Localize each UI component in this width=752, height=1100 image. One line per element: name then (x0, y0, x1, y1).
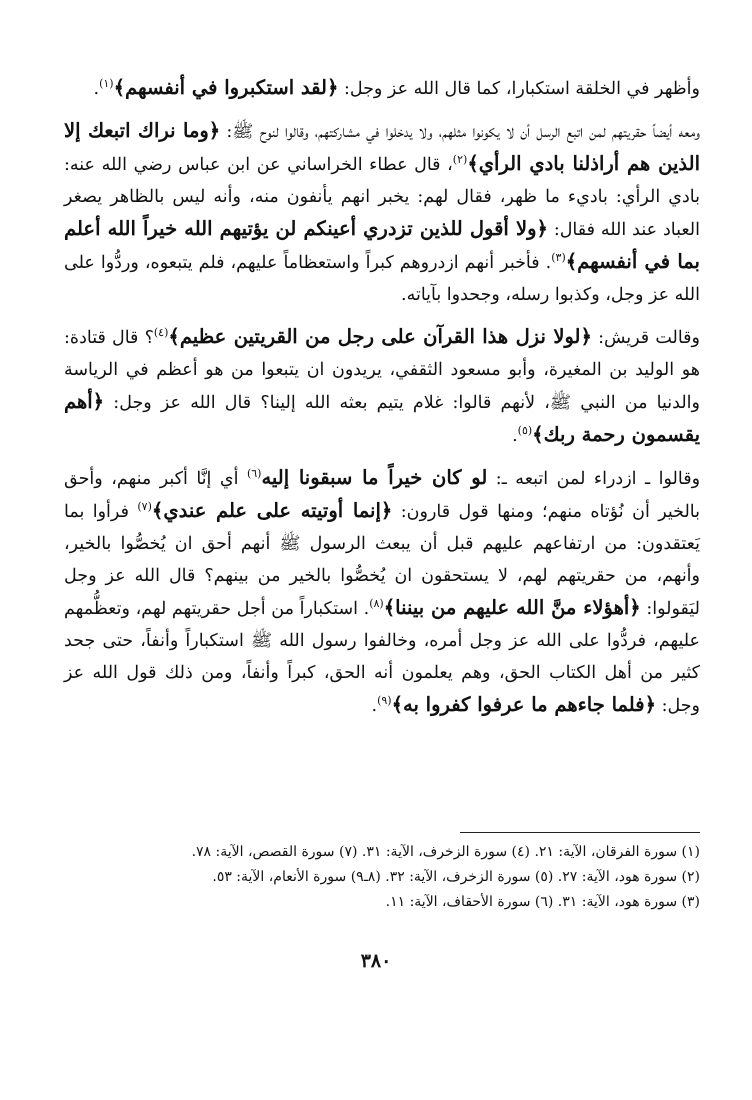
footnote-ref: (٩) (377, 694, 392, 708)
footnote-ref: (٥) (517, 424, 533, 438)
text-run: أي إنَّا أكبر منهم، وأحق بالخير أن نُؤتاه منهم؛ ومنها قول قارون: (64, 469, 700, 522)
footnote-ref: (٦) (246, 467, 262, 481)
text-run: . (512, 426, 518, 446)
footnote-ref: (٧) (137, 500, 152, 514)
text-run: . (371, 696, 378, 716)
page-number: ٣٨٠ (360, 950, 392, 972)
quran-quote: ﴿ولا أقول للذين تزدري أعينكم لن يؤتيهم الله خيراً الله أعلم بما في أنفسهم﴾ (64, 217, 700, 273)
quran-quote: ﴿إنما أوتيته على علم عندي﴾ (151, 499, 393, 522)
footnote-line: (٢) سورة هود، الآية: ٢٧. (٥) سورة الزخرف، الآية: ٣٢. (٨ـ٩) سورة الأنعام، الآية: ٥٣. (212, 869, 700, 885)
footnote-ref: (٣) (551, 251, 566, 265)
quran-quote: ﴿لقد استكبروا في أنفسهم﴾ (113, 76, 339, 99)
quran-quote: ﴿أهم يقسمون رحمة ربك﴾ (64, 390, 700, 446)
text-run: . (93, 79, 100, 99)
paragraph (64, 321, 700, 452)
paragraph (64, 72, 700, 105)
text-run: . فأخبر أنهم ازدروهم كبراً واستعظاماً عليهم، فلم يتبعوه، وردُّوا على الله عز وجل، وكذبوا رسله، وجحدوا بآياته. (64, 253, 700, 305)
quran-quote: ﴿أهؤلاء منَّ الله عليهم من بيننا﴾ (383, 596, 641, 619)
quran-quote: ﴿فلما جاءهم ما عرفوا كفروا به﴾ (391, 693, 657, 716)
text-run: ، قال عطاء الخراساني عن ابن عباس رضي الله عنه: بادي الرأي: باديء ما ظهر، فقال لهم: يخبر انهم يأنفون منه، وأنه ليس بالظاهر يصغر العباد عند الله فقال: (64, 155, 700, 240)
footnote-ref: (١) (99, 77, 114, 91)
main-text (64, 72, 700, 722)
text-run: ؟ قال قتادة: هو الوليد بن المغيرة، وأبو مسعود الثقفي، يريدون ان يتبعوا من هو أعظم في الرياسة والدنيا من النبي ﷺ، لأنهم قالوا: غلام يتيم بعثه الله إلينا؟ قال الله عز وجل: (64, 328, 700, 413)
quran-quote: ﴿لولا نزل هذا القرآن على رجل من القريتين عظيم﴾ (168, 325, 592, 348)
text-run: ومعه أيضاً حقريتهم لمن اتبع الرسل أن لا يكونوا مثلهم، ولا يدخلوا في مشاركتهم، وقالوا لنوح ﷺ: (220, 122, 700, 142)
text-run: وقالوا ـ ازدراء لمن اتبعه ـ: (487, 469, 701, 489)
footnote-ref: (٨) (369, 597, 384, 611)
footnote-line: (١) سورة الفرقان، الآية: ٢١. (٤) سورة الزخرف، الآية: ٣١. (٧) سورة القصص، الآية: ٧٨. (191, 844, 700, 860)
text-run: فرأوا بما يَعتقدون: من ارتفاعهم عليهم قبل أن يبعث الرسول ﷺ أنهم أحق ان يُخصُّوا بالخير، وأنهم، من حقريتهم لهم، لا يستحقون ان يُخصُّوا بالخير من بينهم؟ قال الله عز وجل ليَقولوا: (64, 502, 700, 619)
footnote-ref: (٤) (153, 326, 169, 340)
text-run: وقالت قريش: (591, 328, 700, 348)
footnote-line: (٣) سورة هود، الآية: ٣١. (٦) سورة الأحقاف، الآية: ١١. (385, 894, 700, 910)
footnote-ref: (٢) (452, 153, 468, 167)
text-run: وأظهر في الخلقة استكبارا، كما قال الله عز وجل: (338, 79, 700, 99)
page-body (64, 72, 700, 1072)
quran-quote: ﴿وما نراك اتبعك إلا الذين هم أراذلنا بادي الرأي﴾ (64, 119, 700, 175)
paragraph (64, 115, 700, 311)
paragraph (64, 462, 700, 722)
quran-quote: لو كان خيراً ما سبقونا إليه (261, 466, 488, 489)
text-run: . استكباراً من أجل حقريتهم لهم، وتعظُّمهم عليهم، فردُّوا على الله عز وجل أمره، وخالفوا رسول الله ﷺ استكباراً وأنفاً، حتى جحد كثير من أهل الكتاب الحق، وهم يعلمون أنه الحق، كبراً وأنفاً، ومن ذلك قول الله عز وجل: (64, 599, 700, 716)
